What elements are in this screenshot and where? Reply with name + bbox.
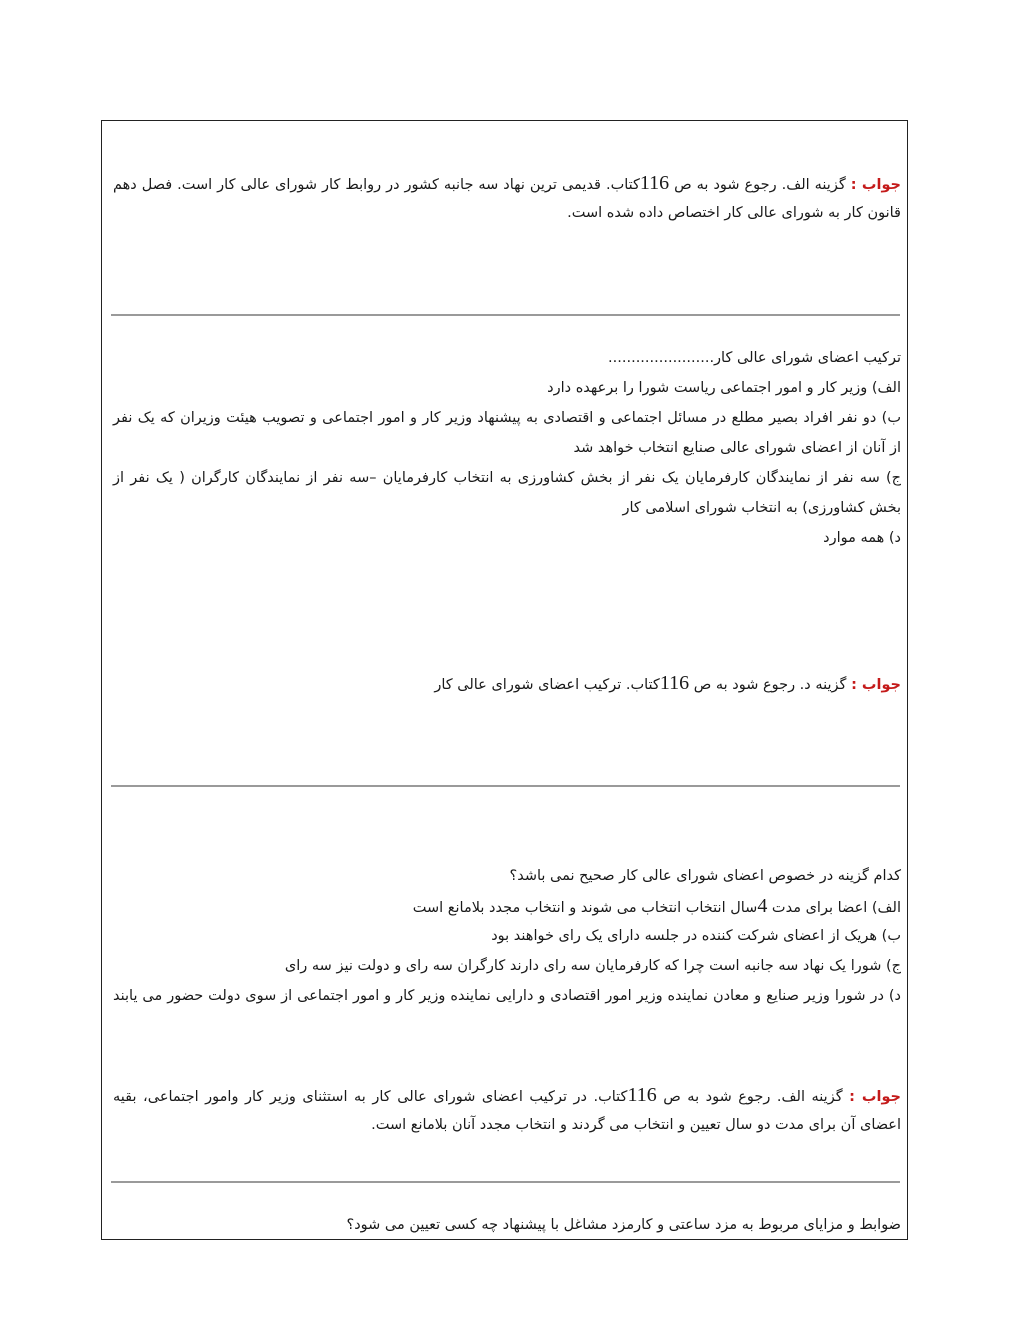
answer-1-line-1: جواب : گزینه الف. رجوع شود به ص 116کتاب. قدیمی ترین نهاد سه جانبه کشور در روابط کار شورای عالی کار است. فصل دهم bbox=[113, 172, 902, 194]
question-2-option-c-line-1: ج) سه نفر از نمایندگان کارفرمایان یک نفر از بخش کشاورزی به انتخاب کارفرمایان –سه نفر از نمایندگان کارگران ( یک نفر از bbox=[113, 470, 901, 486]
question-3-option-d: د) در شورا وزیر صنایع و معادن نماینده وزیر امور اقتصادی و دارایی نماینده وزیر کار و امور اجتماعی از سوی دولت حضور می یابند bbox=[113, 988, 901, 1004]
answer-3 bbox=[113, 1080, 901, 1140]
question-3 bbox=[113, 861, 901, 1011]
section-divider bbox=[111, 1181, 900, 1183]
question-2-option-a: الف) وزیر کار و امور اجتماعی ریاست شورا را برعهده دارد bbox=[547, 380, 901, 396]
question-2-stem: ترکیب اعضای شورای عالی کار....................... bbox=[608, 350, 901, 366]
question-2-option-c-line-2: بخش کشاورزی) به انتخاب شورای اسلامی کار bbox=[622, 500, 901, 516]
answer-2-line-1: جواب : گزینه د. رجوع شود به ص 116کتاب. ترکیب اعضای شورای عالی کار bbox=[434, 672, 901, 694]
question-4-stem: ضوابط و مزایای مربوط به مزد ساعتی و کارمزد مشاغل با پیشنهاد چه کسی تعیین می شود؟ bbox=[346, 1217, 901, 1233]
answer-label: جواب : bbox=[851, 677, 901, 693]
question-3-option-c: ج) شورا یک نهاد سه جانبه است چرا که کارفرمایان سه رای دارند کارگران سه رای و دولت نیز سه رای bbox=[284, 958, 901, 974]
answer-1-line-2: قانون کار به شورای عالی کار اختصاص داده شده است. bbox=[567, 205, 901, 221]
answer-2 bbox=[113, 668, 901, 698]
question-2-option-b-line-1: ب) دو نفر افراد بصیر مطلع در مسائل اجتماعی و اقتصادی به پیشنهاد وزیر کار و امور اجتماعی و تصویب هیئت وزیران که یک نفر bbox=[113, 410, 901, 426]
question-3-stem: کدام گزینه در خصوص اعضای شورای عالی کار صحیح نمی باشد؟ bbox=[509, 868, 901, 884]
question-2-option-d: د) همه موارد bbox=[823, 530, 901, 546]
question-3-option-b: ب) هریک از اعضای شرکت کننده در جلسه دارای یک رای خواهند بود bbox=[491, 928, 901, 944]
answer-label: جواب : bbox=[850, 177, 902, 193]
question-3-option-a: الف) اعضا برای مدت 4سال انتخاب انتخاب می شوند و انتخاب مجدد بلامانع است bbox=[412, 895, 901, 917]
question-4 bbox=[113, 1210, 901, 1240]
section-divider bbox=[111, 785, 900, 787]
answer-label: جواب : bbox=[849, 1089, 901, 1105]
question-2 bbox=[113, 343, 901, 553]
question-2-option-b-line-2: از آنان از اعضای شورای عالی صنایع انتخاب خواهد شد bbox=[573, 440, 901, 456]
section-divider bbox=[111, 314, 900, 316]
answer-3-line-1: جواب : گزینه الف. رجوع شود به ص 116کتاب. در ترکیب اعضای شورای عالی کار به استثنای وزیر کار وامور اجتماعی، بقیه bbox=[113, 1084, 901, 1106]
answer-3-line-2: اعضای آن برای مدت دو سال تعیین و انتخاب می گردند و انتخاب مجدد آنان بلامانع است. bbox=[371, 1117, 901, 1133]
answer-1 bbox=[113, 168, 901, 228]
